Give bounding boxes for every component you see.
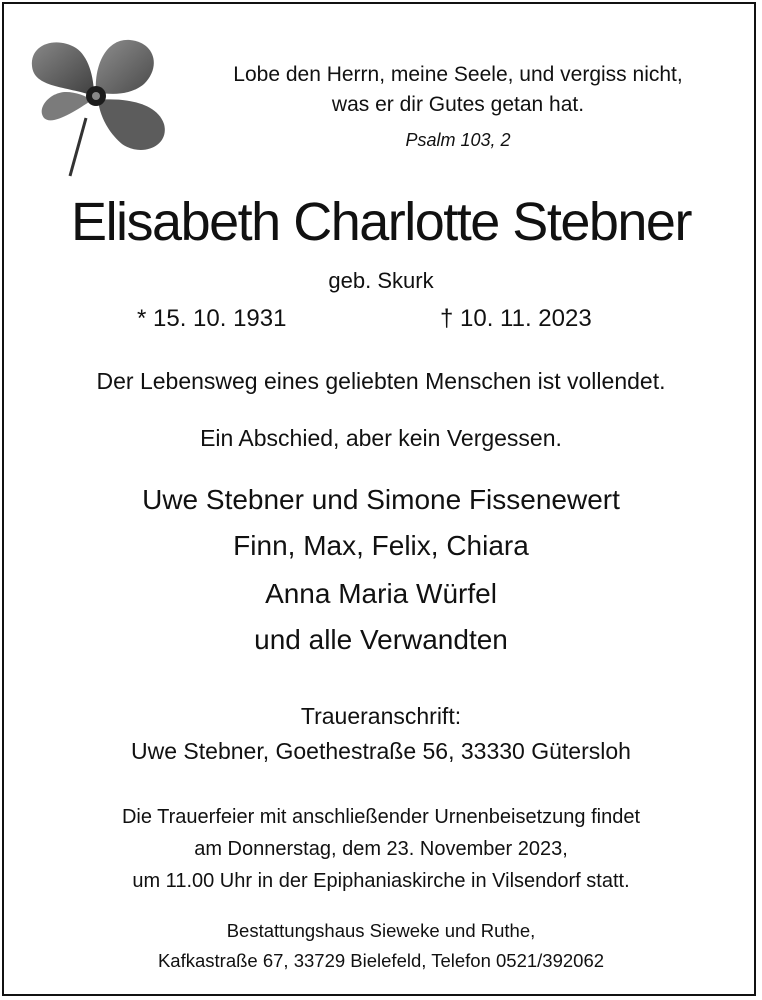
service-line: um 11.00 Uhr in der Epiphaniaskirche in Vilsendorf statt. [132,870,630,892]
verse-line-1: Lobe den Herrn, meine Seele, und vergiss nicht, [233,63,683,86]
mourner-line: und alle Verwandten [254,624,508,655]
mourner-line: Finn, Max, Felix, Chiara [233,530,529,561]
death-date: † 10. 11. 2023 [440,305,592,332]
funeral-home-line: Kafkastraße 67, 33729 Bielefeld, Telefon 0521/392062 [157,950,605,971]
mourner-line: Anna Maria Würfel [265,578,497,609]
maiden-name: geb. Skurk [328,268,434,293]
deceased-name: Elisabeth Charlotte Stebner [71,192,691,252]
poppy-flower-icon [26,26,186,186]
service-line: am Donnerstag, dem 23. November 2023, [194,838,568,860]
birth-date: * 15. 10. 1931 [137,305,287,332]
psalm-reference: Psalm 103, 2 [405,130,511,150]
mourner-line: Uwe Stebner und Simone Fissenewert [142,484,620,515]
verse-line-2: was er dir Gutes getan hat. [331,93,585,116]
service-line: Die Trauerfeier mit anschließender Urnenbeisetzung findet [121,806,641,828]
message-line-1: Der Lebensweg eines geliebten Menschen ist vollendet. [96,368,666,394]
funeral-home-line: Bestattungshaus Sieweke und Ruthe, [226,920,536,941]
message-line-2: Ein Abschied, aber kein Vergessen. [200,425,562,451]
address-line: Uwe Stebner, Goethestraße 56, 33330 Gütersloh [131,738,631,764]
address-label: Traueranschrift: [300,703,462,729]
